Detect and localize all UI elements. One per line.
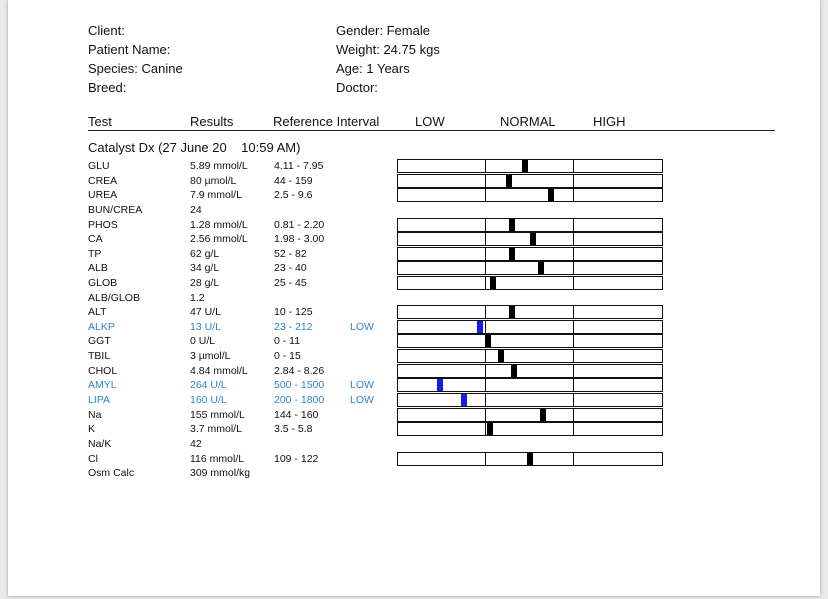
gauge-marker	[509, 306, 515, 318]
test-result: 3 µmol/L	[190, 350, 231, 362]
gauge-marker	[509, 248, 515, 260]
column-test: Test	[88, 114, 112, 129]
doctor-label: Doctor:	[336, 80, 378, 95]
gauge-marker	[527, 453, 533, 465]
patient-name-label: Patient Name:	[88, 42, 171, 57]
test-name: Cl	[88, 453, 98, 465]
test-name: Na/K	[88, 438, 112, 450]
reference-interval: 44 - 159	[274, 175, 313, 187]
lab-report-page	[8, 0, 820, 596]
gauge-marker	[511, 365, 517, 377]
test-result: 5.89 mmol/L	[190, 160, 248, 172]
gauge-marker	[485, 335, 491, 347]
gauge-divider	[485, 248, 486, 260]
reference-interval: 4.11 - 7.95	[274, 160, 324, 172]
gauge-divider	[573, 262, 574, 274]
test-name: Na	[88, 409, 102, 421]
breed-label: Breed:	[88, 80, 127, 95]
gauge-divider	[573, 423, 574, 435]
flag-label: LOW	[350, 321, 374, 333]
gauge-marker	[477, 321, 483, 333]
gauge-divider	[485, 365, 486, 377]
range-gauge	[397, 378, 663, 392]
test-name: CHOL	[88, 365, 118, 377]
reference-interval: 2.5 - 9.6	[274, 189, 313, 201]
reference-interval: 0 - 11	[274, 335, 301, 347]
reference-interval: 109 - 122	[274, 453, 319, 465]
gauge-divider	[485, 277, 486, 289]
gauge-divider	[485, 306, 486, 318]
reference-interval: 2.84 - 8.26	[274, 365, 325, 377]
gauge-divider	[485, 379, 486, 391]
test-result: 160 U/L	[190, 394, 227, 406]
test-name: ALKP	[88, 321, 115, 333]
test-result: 1.28 mmol/L	[190, 219, 248, 231]
range-gauge	[397, 247, 663, 261]
gauge-marker	[461, 394, 467, 406]
gauge-divider	[485, 321, 486, 333]
gauge-marker	[437, 379, 443, 391]
reference-interval: 10 - 125	[274, 306, 313, 318]
reference-interval: 52 - 82	[274, 248, 307, 260]
test-result: 62 g/L	[190, 248, 220, 260]
gauge-divider	[573, 233, 574, 245]
column-reference: Reference Interval	[273, 114, 380, 129]
gauge-divider	[573, 379, 574, 391]
reference-interval: 3.5 - 5.8	[274, 423, 313, 435]
test-name: AMYL	[88, 379, 117, 391]
gender-label: Gender: Female	[336, 23, 430, 38]
test-name: Osm Calc	[88, 467, 135, 479]
range-gauge	[397, 452, 663, 466]
range-gauge	[397, 320, 663, 334]
gauge-divider	[485, 175, 486, 187]
test-result: 3.7 mmol/L	[190, 423, 242, 435]
test-result: 24	[190, 204, 202, 216]
test-result: 0 U/L	[190, 335, 216, 347]
test-result: 80 µmol/L	[190, 175, 237, 187]
test-name: GLU	[88, 160, 110, 172]
gauge-divider	[485, 409, 486, 421]
gauge-divider	[573, 453, 574, 465]
gauge-divider	[485, 189, 486, 201]
gauge-divider	[573, 219, 574, 231]
age-label: Age: 1 Years	[336, 61, 410, 76]
gauge-divider	[485, 453, 486, 465]
test-result: 47 U/L	[190, 306, 221, 318]
range-gauge	[397, 393, 663, 407]
gauge-divider	[573, 248, 574, 260]
gauge-divider	[485, 423, 486, 435]
test-name: CA	[88, 233, 103, 245]
reference-interval: 144 - 160	[274, 409, 319, 421]
test-result: 264 U/L	[190, 379, 227, 391]
test-result: 2.56 mmol/L	[190, 233, 248, 245]
gauge-divider	[573, 277, 574, 289]
test-result: 4.84 mmol/L	[190, 365, 248, 377]
gauge-divider	[485, 233, 486, 245]
test-result: 7.9 mmol/L	[190, 189, 242, 201]
reference-interval: 200 - 1800	[274, 394, 325, 406]
test-result: 42	[190, 438, 202, 450]
gauge-divider	[573, 306, 574, 318]
flag-label: LOW	[350, 379, 374, 391]
range-gauge	[397, 305, 663, 319]
test-name: TP	[88, 248, 102, 260]
column-results: Results	[190, 114, 234, 129]
range-gauge	[397, 232, 663, 246]
gauge-divider	[573, 409, 574, 421]
gauge-marker	[509, 219, 515, 231]
gauge-divider	[485, 262, 486, 274]
reference-interval: 0 - 15	[274, 350, 301, 362]
gauge-divider	[573, 160, 574, 172]
reference-interval: 1.98 - 3.00	[274, 233, 325, 245]
range-gauge	[397, 174, 663, 188]
reference-interval: 0.81 - 2.20	[274, 219, 325, 231]
gauge-divider	[573, 350, 574, 362]
reference-interval: 23 - 212	[274, 321, 313, 333]
test-result: 309 mmol/kg	[190, 467, 251, 479]
range-gauge	[397, 349, 663, 363]
reference-interval: 25 - 45	[274, 277, 307, 289]
gauge-marker	[498, 350, 504, 362]
gauge-divider	[573, 189, 574, 201]
test-name: BUN/CREA	[88, 204, 143, 216]
gauge-marker	[487, 423, 493, 435]
test-result: 1.2	[190, 292, 205, 304]
range-gauge	[397, 364, 663, 378]
test-name: ALT	[88, 306, 107, 318]
test-result: 28 g/L	[190, 277, 220, 289]
species-label: Species: Canine	[88, 61, 183, 76]
test-result: 116 mmol/L	[190, 453, 245, 465]
reference-interval: 23 - 40	[274, 262, 307, 274]
range-gauge	[397, 261, 663, 275]
gauge-marker	[506, 175, 512, 187]
gauge-divider	[573, 394, 574, 406]
test-name: K	[88, 423, 96, 435]
range-gauge	[397, 334, 663, 348]
gauge-divider	[573, 335, 574, 347]
column-low: LOW	[415, 114, 445, 129]
gauge-divider	[573, 365, 574, 377]
client-label: Client:	[88, 23, 125, 38]
flag-label: LOW	[350, 394, 374, 406]
header-rule	[88, 130, 775, 131]
test-name: GGT	[88, 335, 111, 347]
column-high: HIGH	[593, 114, 626, 129]
section-title: Catalyst Dx (27 June 20 10:59 AM)	[88, 140, 301, 155]
gauge-marker	[530, 233, 536, 245]
test-name: LIPA	[88, 394, 110, 406]
test-result: 34 g/L	[190, 262, 220, 274]
gauge-divider	[485, 394, 486, 406]
column-normal: NORMAL	[500, 114, 556, 129]
range-gauge	[397, 218, 663, 232]
test-name: ALB	[88, 262, 108, 274]
range-gauge	[397, 159, 663, 173]
test-result: 13 U/L	[190, 321, 221, 333]
gauge-marker	[538, 262, 544, 274]
gauge-divider	[485, 160, 486, 172]
gauge-marker	[548, 189, 554, 201]
gauge-divider	[485, 219, 486, 231]
gauge-divider	[573, 321, 574, 333]
test-name: TBIL	[88, 350, 111, 362]
range-gauge	[397, 188, 663, 202]
test-name: GLOB	[88, 277, 118, 289]
range-gauge	[397, 422, 663, 436]
gauge-marker	[522, 160, 528, 172]
range-gauge	[397, 408, 663, 422]
test-name: CREA	[88, 175, 118, 187]
test-name: UREA	[88, 189, 118, 201]
reference-interval: 500 - 1500	[274, 379, 325, 391]
gauge-marker	[540, 409, 546, 421]
gauge-divider	[485, 350, 486, 362]
test-name: ALB/GLOB	[88, 292, 140, 304]
range-gauge	[397, 276, 663, 290]
gauge-divider	[573, 175, 574, 187]
gauge-marker	[490, 277, 496, 289]
test-name: PHOS	[88, 219, 118, 231]
weight-label: Weight: 24.75 kgs	[336, 42, 440, 57]
test-result: 155 mmol/L	[190, 409, 245, 421]
